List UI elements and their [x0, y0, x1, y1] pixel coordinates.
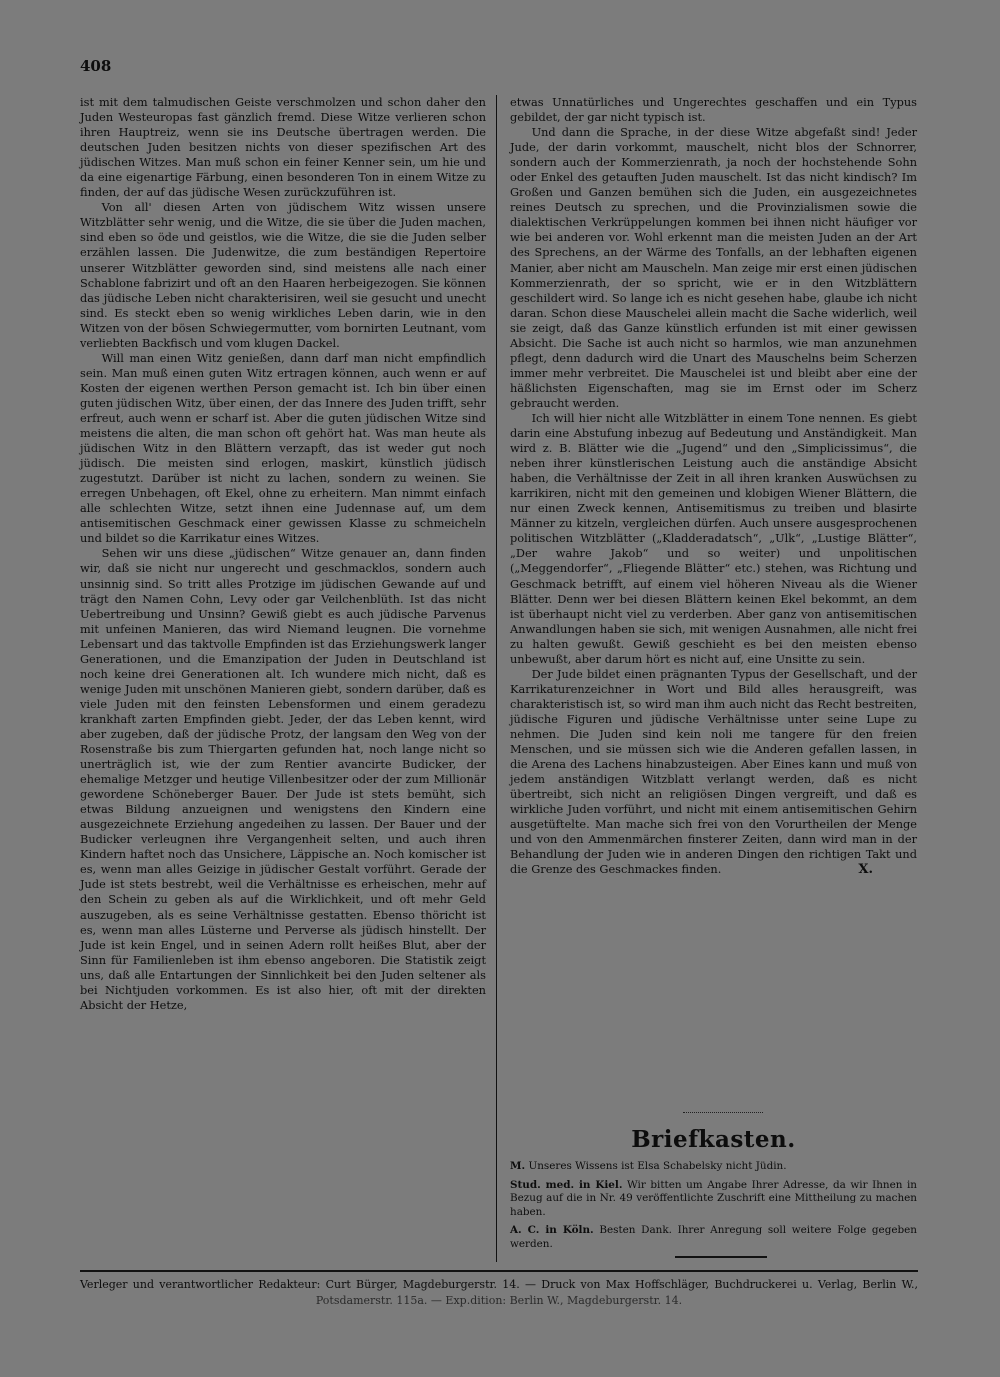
article-paragraph: etwas Unnatürliches und Ungerechtes geschaffen und ein Typus gebildet, der gar nicht typisch ist. — [510, 95, 917, 125]
letter-entry — [510, 1224, 917, 1251]
letter-entry — [510, 1179, 917, 1220]
letter-text: Unseres Wissens ist Elsa Schabelsky nicht Jüdin. — [528, 1160, 787, 1172]
article-column-right — [510, 95, 917, 877]
briefkasten-letters — [510, 1160, 917, 1257]
article-column-left — [80, 95, 486, 1013]
briefkasten-heading: Briefkasten. — [631, 1126, 796, 1153]
article-paragraph: ist mit dem talmudischen Geiste verschmolzen und schon daher den Juden Westeuropas fast gänzlich fremd. Diese Witze verlieren schon ihren Hauptreiz, wenn sie ins Deutsche übertragen werden. Die deutschen Juden besitzen nichts von dieser spezifischen Art des jüdischen Witzes. Man muß schon ein feiner Kenner sein, um hie und da eine eigenartige Färbung, einen besonderen Ton in einem Witze zu finden, der auf das jüdische Wesen zurückzuführen ist. — [80, 95, 486, 200]
letter-addressee: A. C. in Köln. — [510, 1224, 594, 1237]
imprint-line: Potsdamerstr. 115a. — Exp.dition: Berlin W., Magdeburgerstr. 14. — [315, 1294, 683, 1307]
article-paragraph: Will man einen Witz genießen, dann darf man nicht empfindlich sein. Man muß einen guten Witz ertragen können, auch wenn er auf Kosten der eigenen werthen Person gemacht ist. Ich bin über einen guten jüdischen Witz, über einen, der das Innere des Juden trifft, sehr erfreut, auch wenn er scharf ist. Aber die guten jüdischen Witze sind meistens die alten, die man schon oft gehört hat. Was man heute als jüdischen Witz in den Blättern verzapft, das ist weder gut noch jüdisch. Die meisten sind erlogen, maskirt, künstlich jüdisch zugestutzt. Darüber ist nicht zu lachen, sondern zu weinen. Sie erregen Unbehagen, oft Ekel, ohne zu erheitern. Man nimmt einfach alle schlechten Witze, setzt ihnen eine Judennase auf, um dem antisemitischen Geschmack einer gewissen Klasse zu schmeicheln und bildet so die Karrikatur eines Witzes. — [80, 350, 486, 546]
column-divider — [496, 95, 497, 1262]
article-paragraph: Von all' diesen Arten von jüdischem Witz wissen unsere Witzblätter sehr wenig, und die Witze, die sie über die Juden machen, sind eben so öde und geistlos, wie die Witze, die sie die Juden selber erzählen lassen. Die Judenwitze, die zum beständigen Repertoire unserer Witzblätter geworden sind, sind meistens alle nach einer Schablone fabrizirt und oft an den Haaren herbeigezogen. Sie können das jüdische Leben nicht charakterisiren, weil sie gesucht und unecht sind. Es steckt eben so wenig wirkliches Leben darin, wie in den Witzen von der bösen Schwiegermutter, vom bornirten Leutnant, vom verliebten Backfisch und vom klugen Dackel. — [80, 200, 486, 350]
letter-text: Besten Dank. Ihrer Anregung soll weitere Folge gegeben werden. — [510, 1224, 917, 1250]
imprint-line: Verleger und verantwortlicher Redakteur: Curt Bürger, Magdeburgerstr. 14. — Druck von Max Hoffschläger, Buchdruckerei u. Verlag, Berlin W., — [80, 1278, 918, 1291]
footer-rule — [80, 1270, 918, 1272]
letter-addressee: Stud. med. in Kiel. — [510, 1178, 623, 1191]
article-paragraph: Der Jude bildet einen prägnanten Typus der Gesellschaft, und der Karrikaturenzeichner in Wort und Bild alles herausgreift, was charakteristisch ist, so wird man ihm auch nicht das Recht bestreiten, jüdische Figuren und jüdische Verhältnisse unter seine Lupe zu nehmen. Die Juden sind kein noli me tangere für den freien Menschen, und sie müssen sich wie die Anderen gefallen lassen, in die Arena des Lachens hinabzusteigen. Aber Eines kann und muß von jedem anständigen Witzblatt verlangt werden, daß es nicht übertreibt, sich nicht an religiösen Dingen vergreift, und daß es wirkliche Juden vorführt, und nicht mit einem antisemitischen Gehirn ausgetüftelte. Man mache sich frei von den Vorurtheilen der Menge und von den Ammenmärchen finsterer Zeiten, dann wird man in der Behandlung der Juden wie in anderen Dingen den richtigen Takt und die Grenze des Geschmackes finden. — [510, 666, 917, 877]
letter-entry — [510, 1160, 917, 1174]
article-paragraph: Ich will hier nicht alle Witzblätter in einem Tone nennen. Es giebt darin eine Abstufung inbezug auf Bedeutung und Anständigkeit. Man wird z. B. Blätter wie die „Jugend“ und den „Simplicissimus“, die neben ihrer künstlerischen Leistung auch die anständige Absicht haben, die Verhältnisse der Zeit in all ihren kranken Auswüchsen zu karrikiren, nicht mit den gemeinen und klobigen Wiener Blättern, die nur einen Zweck kennen, Antisemitismus zu treiben und blasirte Männer zu kitzeln, vergleichen dürfen. Auch unsere ausgesprochenen politischen Witzblätter („Kladderadatsch“, „Ulk“, „Lustige Blätter“, „Der wahre Jakob“ und so weiter) und unpolitischen („Meggendorfer“, „Fliegende Blätter“ etc.) stehen, was Richtung und Geschmack betrifft, auf einem viel höheren Niveau als die Wiener Blätter. Denn wer bei diesen Blättern keinen Ekel bekommt, an dem ist überhaupt nicht viel zu verderben. Aber ganz von antisemitischen Anwandlungen haben sie sich, mit wenigen Ausnahmen, alle nicht frei zu halten gewußt. Gewiß geschieht es bei den meisten ebenso unbewußt, aber darum hört es nicht auf, eine Unsitte zu sein. — [510, 410, 917, 666]
letter-text: Wir bitten um Angabe Ihrer Adresse, da wir Ihnen in Bezug auf die in Nr. 49 veröffentlichte Zuschrift eine Mittheilung zu machen haben. — [510, 1178, 917, 1218]
letters-end-rule — [675, 1256, 767, 1258]
section-separator — [683, 1112, 763, 1115]
imprint — [80, 1277, 918, 1309]
article-paragraph: Und dann die Sprache, in der diese Witze abgefaßt sind! Jeder Jude, der darin vorkommt, mauschelt, nicht blos der Schnorrer, sondern auch der Kommerzienrath, ja noch der hochstehende Sohn oder Enkel des getauften Juden mauschelt. Ist das nicht kindisch? Im Großen und Ganzen bemühen sich die Juden, ein ausgezeichnetes reines Deutsch zu sprechen, und die Provinzialismen sowie die dialektischen Verkrüppelungen kommen bei ihnen nicht häufiger vor wie bei anderen vor. Wohl erkennt man die meisten Juden an der Art des Sprechens, an der Wärme des Tonfalls, an der lebhaften eigenen Manier, aber nicht am Mauscheln. Man zeige mir erst einen jüdischen Kommerzienrath, der so spricht, wie er in den Witzblättern geschildert wird. So lange ich es nicht gesehen habe, glaube ich nicht daran. Schon diese Mauschelei allein macht die Sache widerlich, weil sie zeigt, daß das Ganze künstlich erfunden ist mit einer gewissen Absicht. Die Sache ist auch nicht so harmlos, wie man anzunehmen pflegt, denn dadurch wird die Unart des Mauschelns beim Scherzen immer mehr verbreitet. Die Mauschelei ist und bleibt aber eine der häßlichsten Eigenschaften, mag sie im Ernst oder im Scherz gebraucht werden. — [510, 125, 917, 410]
letter-addressee: M. — [510, 1160, 526, 1172]
article-paragraph: Sehen wir uns diese „jüdischen“ Witze genauer an, dann finden wir, daß sie nicht nur ungerecht und geschmacklos, sondern auch unsinnig sind. So tritt alles Protzige im jüdischen Gewande auf und trägt den Namen Cohn, Levy oder gar Veilchenblüth. Ist das nicht Uebertreibung und Unsinn? Gewiß giebt es auch jüdische Parvenus mit unfeinen Manieren, das wird Niemand leugnen. Die vornehme Lebensart und das taktvolle Empfinden ist das Erziehungswerk langer Generationen, und die Emanzipation der Juden in Deutschland ist noch keine drei Generationen alt. Ich wundere mich nicht, daß es wenige Juden mit unschönen Manieren giebt, sondern darüber, daß es viele Juden mit den feinsten Lebensformen und einem geradezu krankhaft zarten Empfinden giebt. Jeder, der das Leben kennt, wird aber zugeben, daß der jüdische Protz, der langsam den Weg von der Rosenstraße bis zum Thiergarten gefunden hat, noch lange nicht so unerträglich ist, wie der zum Rentier avancirte Budicker, der ehemalige Metzger und heutige Villenbesitzer oder der zum Millionär gewordene Schöneberger Bauer. Der Jude ist stets bemüht, sich etwas Bildung anzueignen und wenigstens den Kindern eine ausgezeichnete Erziehung angedeihen zu lassen. Der Bauer und der Budicker verleugnen ihre Vergangenheit selten, und auch ihren Kindern haftet noch das Unsichere, Läppische an. Noch komischer ist es, wenn man alles Geizige in jüdischer Gestalt vorführt. Gerade der Jude ist stets bestrebt, weil die Verhältnisse es erheischen, mehr auf den Schein zu geben als auf die Wirklichkeit, und oft mehr Geld auszugeben, als es seine Verhältnisse gestatten. Ebenso thöricht ist es, wenn man alles Lüsterne und Perverse als jüdisch hinstellt. Der Jude ist kein Engel, und in seinen Adern rollt heißes Blut, aber der Sinn für Familienleben ist ihm ebenso angeboren. Die Statistik zeigt uns, daß alle Entartungen der Sinnlichkeit bei den Juden seltener als bei Nichtjuden vorkommen. Es ist also hier, oft mit der direkten Absicht der Hetze, — [80, 546, 486, 1012]
page-number: 408 — [80, 57, 112, 75]
author-signature: X. — [858, 862, 873, 878]
